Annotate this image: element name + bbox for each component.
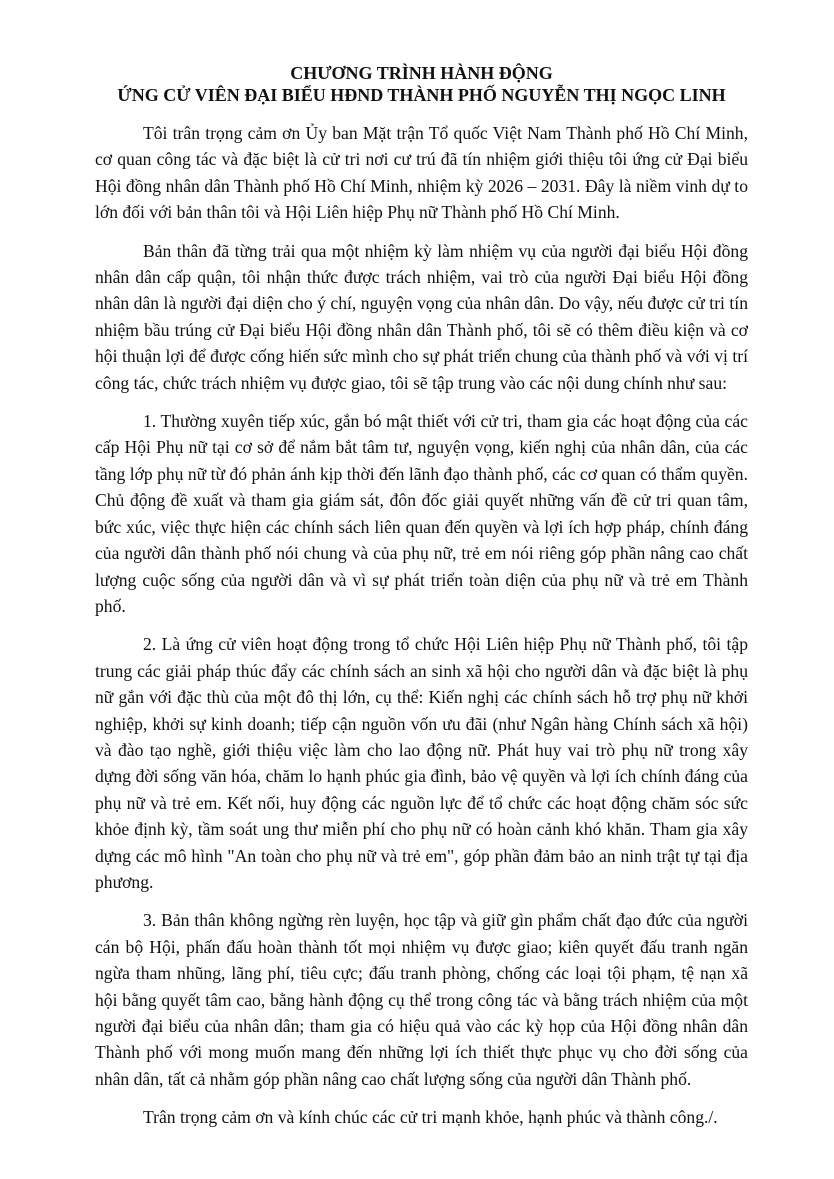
- document-title-line-1: CHƯƠNG TRÌNH HÀNH ĐỘNG: [290, 63, 553, 83]
- document-title: [95, 62, 748, 106]
- paragraph-point-1: 1. Thường xuyên tiếp xúc, gắn bó mật thiết với cử tri, tham gia các hoạt động của các cấp Hội Phụ nữ tại cơ sở để nắm bắt tâm tư, nguyện vọng, kiến nghị của nhân dân, của các tầng lớp phụ nữ từ đó phản ánh kịp thời đến lãnh đạo thành phố, các cơ quan có thẩm quyền. Chủ động đề xuất và tham gia giám sát, đôn đốc giải quyết những vấn đề cử tri quan tâm, bức xúc, việc thực hiện các chính sách liên quan đến quyền và lợi ích hợp pháp, chính đáng của người dân thành phố nói chung và của phụ nữ, trẻ em nói riêng góp phần nâng cao chất lượng cuộc sống của người dân và vì sự phát triển toàn diện của phụ nữ và trẻ em Thành phố.: [95, 411, 748, 616]
- document-title-line-2: ỨNG CỬ VIÊN ĐẠI BIỂU HĐND THÀNH PHỐ NGUYỄN THỊ NGỌC LINH: [117, 85, 726, 105]
- paragraph-point-3: 3. Bản thân không ngừng rèn luyện, học tập và giữ gìn phẩm chất đạo đức của người cán bộ Hội, phấn đấu hoàn thành tốt mọi nhiệm vụ được giao; kiên quyết đấu tranh ngăn ngừa tham nhũng, lãng phí, tiêu cực; đấu tranh phòng, chống các loại tội phạm, tệ nạn xã hội bằng quyết tâm cao, bằng hành động cụ thể trong công tác và bằng trách nhiệm của một người đại biểu của nhân dân; tham gia có hiệu quả vào các kỳ họp của Hội đồng nhân dân Thành phố với mong muốn mang đến những lợi ích thiết thực phục vụ cho đời sống của nhân dân, tất cả nhằm góp phần nâng cao chất lượng sống của người dân Thành phố.: [95, 910, 748, 1089]
- document-body: [95, 120, 748, 1131]
- paragraph-closing: Trân trọng cảm ơn và kính chúc các cử tri mạnh khỏe, hạnh phúc và thành công./.: [143, 1107, 718, 1128]
- paragraph-introduction: Tôi trân trọng cảm ơn Ủy ban Mặt trận Tổ quốc Việt Nam Thành phố Hồ Chí Minh, cơ quan công tác và đặc biệt là cử tri nơi cư trú đã tín nhiệm giới thiệu tôi ứng cử Đại biểu Hội đồng nhân dân Thành phố Hồ Chí Minh, nhiệm kỳ 2026 – 2031. Đây là niềm vinh dự to lớn đối với bản thân tôi và Hội Liên hiệp Phụ nữ Thành phố Hồ Chí Minh.: [95, 123, 748, 223]
- paragraph-commitment: Bản thân đã từng trải qua một nhiệm kỳ làm nhiệm vụ của người đại biểu Hội đồng nhân dân cấp quận, tôi nhận thức được trách nhiệm, vai trò của người Đại biểu Hội đồng nhân dân là người đại diện cho ý chí, nguyện vọng của nhân dân. Do vậy, nếu được cử tri tín nhiệm bầu trúng cử Đại biểu Hội đồng nhân dân Thành phố, tôi sẽ có thêm điều kiện và cơ hội thuận lợi để được cống hiến sức mình cho sự phát triển chung của thành phố và với vị trí công tác, chức trách nhiệm vụ được giao, tôi sẽ tập trung vào các nội dung chính như sau:: [95, 240, 748, 393]
- paragraph-point-2: 2. Là ứng cử viên hoạt động trong tổ chức Hội Liên hiệp Phụ nữ Thành phố, tôi tập trung các giải pháp thúc đẩy các chính sách an sinh xã hội cho người dân và đặc biệt là phụ nữ gắn với đặc thù của một đô thị lớn, cụ thể: Kiến nghị các chính sách hỗ trợ phụ nữ khởi nghiệp, khởi sự kinh doanh; tiếp cận nguồn vốn ưu đãi (như Ngân hàng Chính sách xã hội) và đào tạo nghề, giới thiệu việc làm cho lao động nữ. Phát huy vai trò phụ nữ trong xây dựng đời sống văn hóa, chăm lo hạnh phúc gia đình, bảo vệ quyền và lợi ích chính đáng của phụ nữ và trẻ em. Kết nối, huy động các nguồn lực để tổ chức các hoạt động chăm sóc sức khỏe định kỳ, tầm soát ung thư miễn phí cho phụ nữ có hoàn cảnh khó khăn. Tham gia xây dựng các mô hình "An toàn cho phụ nữ và trẻ em", góp phần đảm bảo an ninh trật tự tại địa phương.: [95, 634, 748, 892]
